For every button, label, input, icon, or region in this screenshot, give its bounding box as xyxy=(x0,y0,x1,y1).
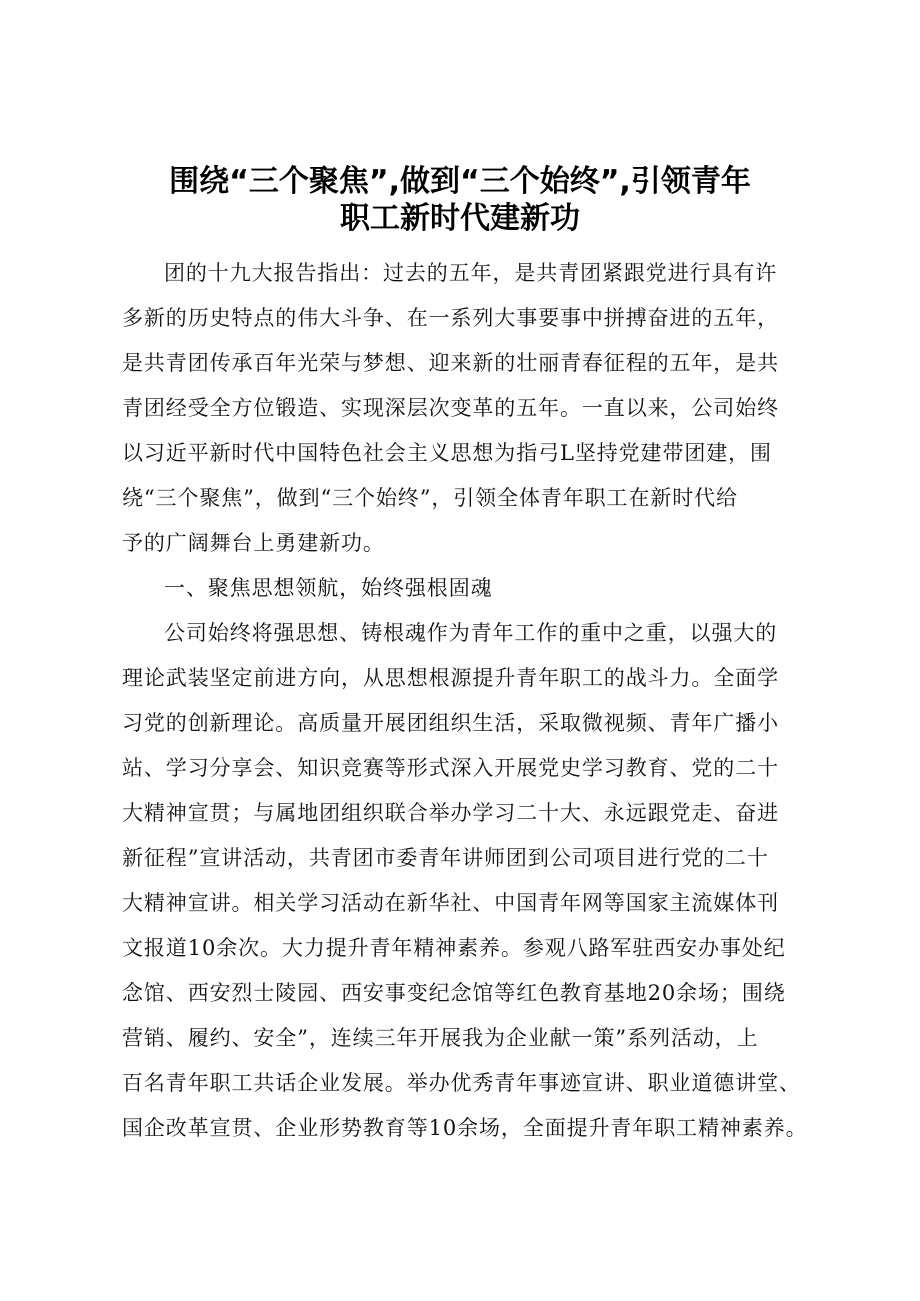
document-title-line-1: 围绕“三个聚焦”,做到“三个始终”,引领青年 xyxy=(169,164,751,199)
paragraph-1-line: 是共青团传承百年光荣与梦想、迎来新的壮丽青春征程的五年，是共 xyxy=(122,351,779,375)
paragraph-2-line: 百名青年职工共话企业发展。举办优秀青年事迹宣讲、职业道德讲堂、 xyxy=(122,1071,801,1095)
paragraph-2-line: 大精神宣贯；与属地团组织联合举办学习二十大、永远跟党走、奋进 xyxy=(122,801,779,825)
paragraph-2-line: 站、学习分享会、知识竞赛等形式深入开展党史学习教育、党的二十 xyxy=(122,756,779,780)
paragraph-1-line: 绕“三个聚焦”，做到“三个始终”，引领全体青年职工在新时代给 xyxy=(122,486,738,510)
paragraph-2-line: 公司始终将强思想、铸根魂作为青年工作的重中之重，以强大的 xyxy=(164,621,778,645)
paragraph-2-line: 文报道10余次。大力提升青年精神素养。参观八路军驻西安办事处纪 xyxy=(122,936,786,960)
paragraph-2-line: 国企改革宣贯、企业形势教育等10余场，全面提升青年职工精神素养。 xyxy=(122,1116,808,1140)
paragraph-2-line: 大精神宣讲。相关学习活动在新华社、中国青年网等国家主流媒体刊 xyxy=(122,891,779,915)
paragraph-1-line: 以习近平新时代中国特色社会主义思想为指弓L坚持党建带团建，围 xyxy=(122,441,772,465)
document-title-line-2: 职工新时代建新功 xyxy=(340,201,580,236)
section-heading: 一、聚焦思想领航，始终强根固魂 xyxy=(164,576,493,600)
paragraph-2-line: 营销、履约、安全”，连续三年开展我为企业献一策”系列活动，上 xyxy=(122,1026,759,1050)
paragraph-2-line: 念馆、西安烈士陵园、西安事变纪念馆等红色教育基地20余场；围绕 xyxy=(122,981,786,1005)
paragraph-1-line: 予的广阔舞台上勇建新功。 xyxy=(122,531,385,555)
paragraph-2-line: 习党的创新理论。高质量开展团组织生活，采取微视频、青年广播小 xyxy=(122,711,779,735)
paragraph-1-line: 青团经受全方位锻造、实现深层次变革的五年。一直以来，公司始终 xyxy=(122,396,779,420)
paragraph-2-line: 理论武装坚定前进方向，从思想根源提升青年职工的战斗力。全面学 xyxy=(122,666,779,690)
paragraph-2-line: 新征程”宣讲活动，共青团市委青年讲师团到公司项目进行党的二十 xyxy=(122,846,769,870)
paragraph-1-line: 团的十九大报告指出：过去的五年，是共青团紧跟党进行具有许 xyxy=(164,261,778,285)
paragraph-1-line: 多新的历史特点的伟大斗争、在一系列大事要事中拼搏奋进的五年， xyxy=(122,306,779,330)
